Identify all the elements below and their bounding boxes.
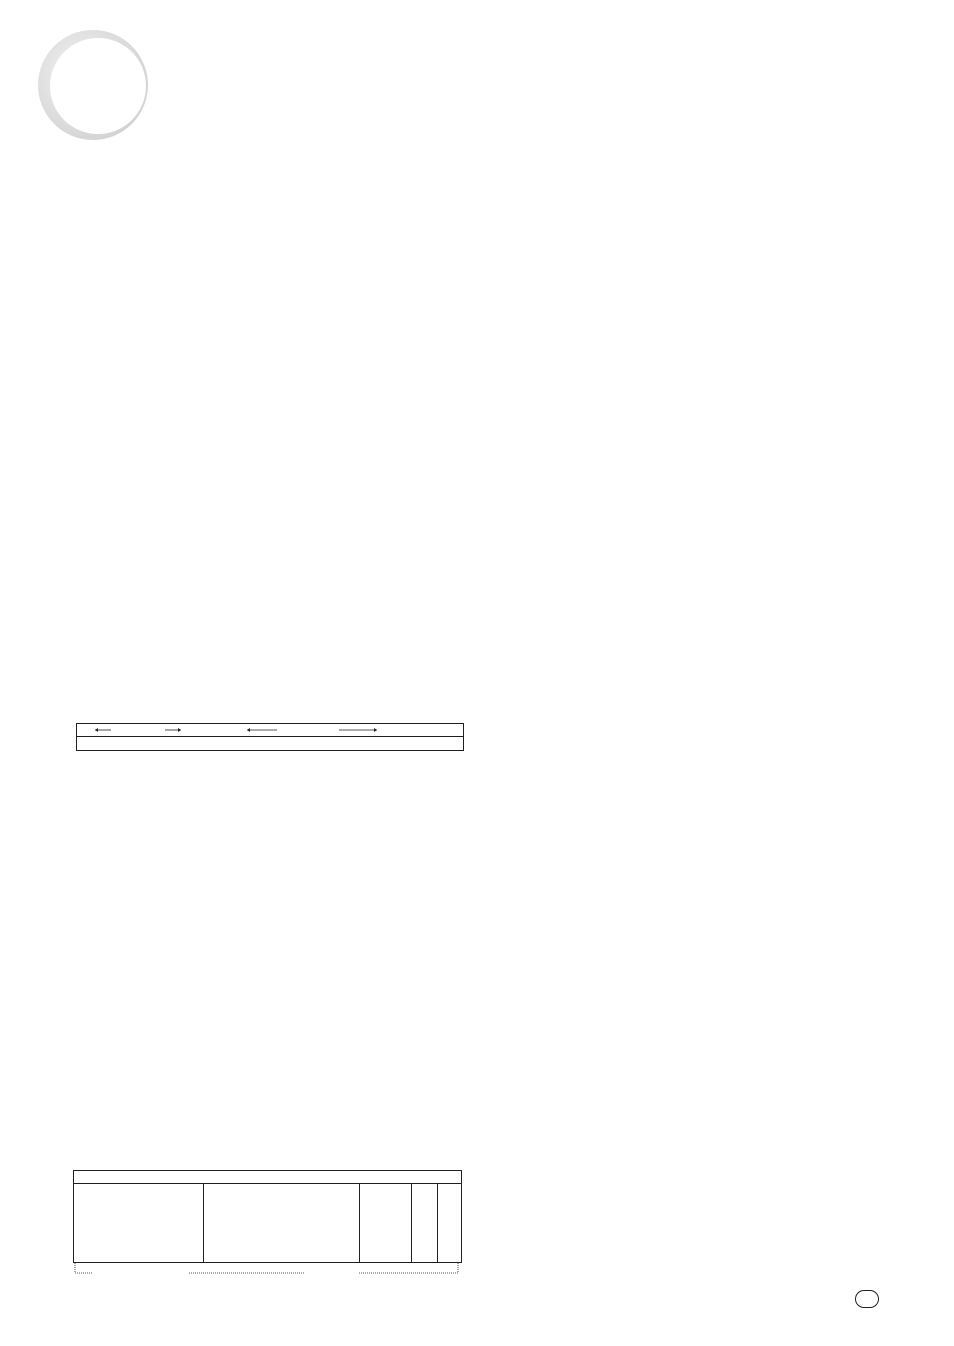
tcc-diagram	[73, 1170, 462, 1278]
gb-badge	[855, 1290, 879, 1308]
tcc-brackets	[73, 1170, 462, 1278]
page-number	[855, 1290, 879, 1308]
